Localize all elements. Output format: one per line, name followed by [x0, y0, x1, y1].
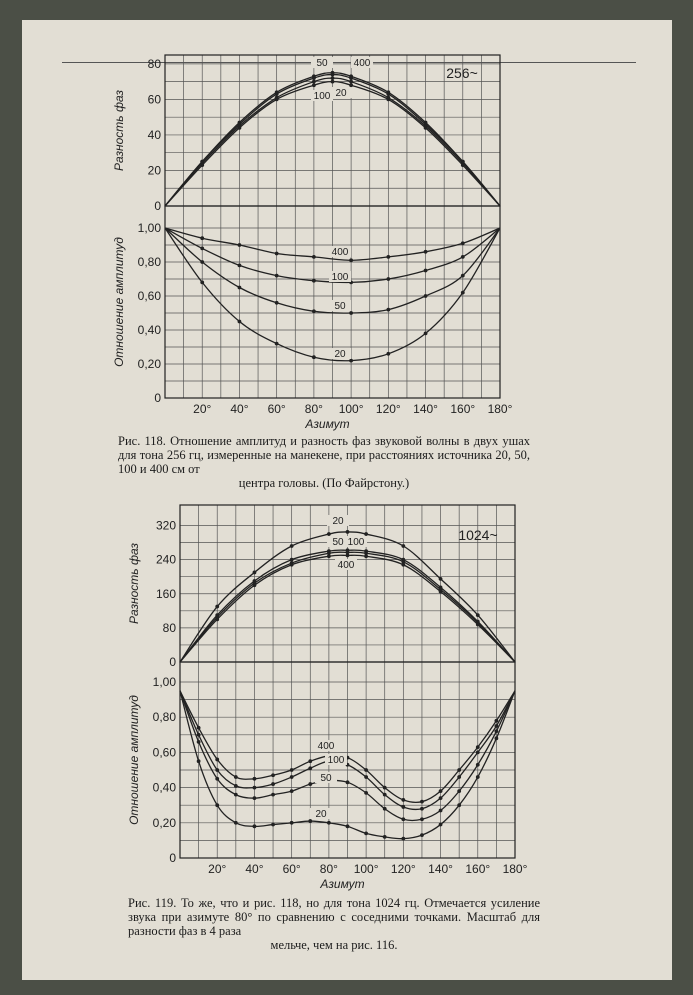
data-point — [401, 798, 405, 802]
y-tick-label: 320 — [155, 518, 176, 533]
x-tick-label: 100° — [353, 862, 379, 876]
data-point — [234, 784, 238, 788]
data-point — [461, 274, 465, 278]
data-point — [346, 530, 350, 534]
data-point — [439, 809, 443, 813]
data-point — [197, 759, 201, 763]
data-point — [364, 791, 368, 795]
data-point — [275, 98, 279, 102]
data-point — [401, 544, 405, 548]
data-point — [234, 793, 238, 797]
data-point — [215, 617, 219, 621]
y-tick-label: 0,80 — [152, 710, 176, 725]
data-point — [383, 807, 387, 811]
y-tick-label: 0,20 — [152, 815, 176, 830]
data-point — [494, 719, 498, 723]
data-point — [200, 247, 204, 251]
data-point — [275, 92, 279, 96]
x-tick-label: 40° — [245, 862, 264, 876]
x-axis-label: Азимут — [305, 417, 350, 431]
data-point — [476, 751, 480, 755]
y-tick-label: 0 — [169, 655, 176, 669]
data-point — [401, 817, 405, 821]
data-point — [424, 269, 428, 273]
series-label-100: 100 — [327, 755, 345, 766]
data-point — [308, 782, 312, 786]
data-point — [494, 736, 498, 740]
data-point — [215, 803, 219, 807]
data-point — [386, 277, 390, 281]
data-point — [290, 775, 294, 779]
data-point — [290, 789, 294, 793]
data-point — [290, 563, 294, 567]
caption-119-text: Рис. 119. То же, что и рис. 118, но для тона 1024 гц. Отмечается усиление звука при азимуте 80° по сравнению с соседними точками. Масштаб для разности фаз в 4 раза — [128, 896, 540, 938]
data-point — [253, 824, 257, 828]
caption-118-last: центра головы. (По Файрстону.) — [238, 476, 410, 490]
series-label-50: 50 — [334, 301, 346, 312]
data-point — [346, 780, 350, 784]
series-label-20: 20 — [334, 349, 346, 360]
data-point — [308, 819, 312, 823]
data-point — [312, 76, 316, 80]
data-point — [494, 729, 498, 733]
x-tick-label: 120° — [375, 402, 401, 416]
data-point — [364, 831, 368, 835]
data-point — [346, 553, 350, 557]
y-tick-label: 1,00 — [152, 675, 176, 689]
x-tick-label: 60° — [267, 402, 286, 416]
data-point — [327, 554, 331, 558]
data-point — [364, 775, 368, 779]
data-point — [290, 768, 294, 772]
x-tick-label: 20° — [208, 862, 227, 876]
data-point — [349, 80, 353, 84]
data-point — [386, 98, 390, 102]
data-point — [253, 786, 257, 790]
data-point — [215, 758, 219, 762]
data-point — [238, 286, 242, 290]
data-point — [308, 766, 312, 770]
data-point — [383, 786, 387, 790]
y-tick-label: 240 — [155, 552, 176, 567]
data-point — [386, 308, 390, 312]
series-label-50: 50 — [316, 58, 328, 69]
data-point — [349, 359, 353, 363]
data-point — [420, 817, 424, 821]
y-axis-label: Разность фаз — [127, 543, 141, 624]
data-point — [420, 807, 424, 811]
data-point — [364, 554, 368, 558]
data-point — [349, 83, 353, 87]
y-tick-label: 0,20 — [137, 357, 161, 371]
data-point — [327, 532, 331, 536]
data-point — [439, 590, 443, 594]
data-point — [457, 789, 461, 793]
data-point — [312, 255, 316, 259]
x-tick-label: 120° — [390, 862, 416, 876]
frequency-label: 1024~ — [458, 527, 498, 543]
data-point — [253, 796, 257, 800]
data-point — [275, 301, 279, 305]
data-point — [457, 775, 461, 779]
x-tick-label: 160° — [450, 402, 476, 416]
data-point — [275, 252, 279, 256]
data-point — [383, 793, 387, 797]
data-point — [312, 279, 316, 283]
data-point — [424, 294, 428, 298]
frequency-label: 256~ — [446, 65, 478, 81]
y-tick-label: 80 — [162, 620, 176, 635]
data-point — [271, 793, 275, 797]
data-point — [439, 796, 443, 800]
data-point — [238, 264, 242, 268]
data-point — [197, 726, 201, 730]
data-point — [271, 773, 275, 777]
y-tick-label: 0,60 — [137, 289, 161, 303]
data-point — [461, 163, 465, 167]
data-point — [312, 80, 316, 84]
data-point — [234, 821, 238, 825]
series-label-50: 50 — [320, 773, 332, 784]
series-label-400: 400 — [353, 58, 371, 69]
data-point — [197, 740, 201, 744]
series-label-20: 20 — [335, 88, 347, 99]
series-label-100: 100 — [347, 537, 365, 548]
series-label-20: 20 — [315, 809, 327, 820]
data-point — [457, 803, 461, 807]
data-point — [308, 759, 312, 763]
data-point — [349, 76, 353, 80]
y-axis-label: Отношение амплитуд — [112, 237, 126, 367]
y-tick-label: 0,40 — [152, 780, 176, 795]
data-point — [234, 775, 238, 779]
data-point — [420, 833, 424, 837]
y-tick-label: 80 — [147, 56, 161, 71]
x-tick-label: 60° — [282, 862, 301, 876]
data-point — [346, 824, 350, 828]
data-point — [200, 260, 204, 264]
data-point — [238, 243, 242, 247]
data-point — [461, 291, 465, 295]
x-axis-label: Азимут — [320, 877, 365, 891]
y-tick-label: 1,00 — [137, 221, 161, 235]
x-tick-label: 80° — [304, 402, 323, 416]
data-point — [439, 577, 443, 581]
data-point — [275, 274, 279, 278]
data-point — [197, 733, 201, 737]
data-point — [200, 236, 204, 240]
caption-fig-118 — [118, 434, 530, 490]
data-point — [290, 544, 294, 548]
data-point — [476, 763, 480, 767]
chart-panel-4 — [180, 662, 515, 858]
data-point — [401, 563, 405, 567]
data-point — [200, 281, 204, 285]
series-label-400: 400 — [337, 560, 355, 571]
data-point — [331, 76, 335, 80]
y-tick-label: 0,60 — [152, 745, 176, 760]
data-point — [424, 126, 428, 130]
data-point — [424, 332, 428, 336]
x-tick-label: 180° — [487, 402, 513, 416]
data-point — [312, 355, 316, 359]
x-tick-label: 160° — [465, 862, 491, 876]
data-point — [215, 777, 219, 781]
data-point — [271, 782, 275, 786]
data-point — [312, 83, 316, 87]
data-point — [271, 823, 275, 827]
data-point — [215, 605, 219, 609]
data-point — [424, 250, 428, 254]
data-point — [290, 821, 294, 825]
caption-fig-119 — [128, 896, 540, 952]
data-point — [386, 352, 390, 356]
y-tick-label: 60 — [147, 92, 161, 107]
data-point — [386, 255, 390, 259]
data-point — [420, 800, 424, 804]
y-axis-label: Отношение амплитуд — [127, 695, 141, 825]
y-tick-label: 0 — [154, 199, 161, 213]
data-point — [401, 837, 405, 841]
data-point — [476, 745, 480, 749]
y-tick-label: 40 — [147, 127, 161, 142]
y-axis-label: Разность фаз — [112, 90, 126, 171]
caption-118-text: Рис. 118. Отношение амплитуд и разность фаз звуковой волны в двух ушах для тона 256 гц, измеренные на манекене, при расстояниях источника 20, 50, 100 и 400 см от — [118, 434, 530, 476]
y-tick-label: 0 — [154, 391, 161, 405]
series-label-100: 100 — [313, 91, 331, 102]
data-point — [331, 73, 335, 77]
data-point — [312, 309, 316, 313]
x-tick-label: 80° — [319, 862, 338, 876]
series-label-20: 20 — [332, 516, 344, 527]
data-point — [215, 768, 219, 772]
x-tick-label: 40° — [230, 402, 249, 416]
series-label-400: 400 — [317, 741, 335, 752]
data-point — [290, 558, 294, 562]
data-point — [476, 775, 480, 779]
series-label-50: 50 — [332, 537, 344, 548]
data-point — [238, 320, 242, 324]
data-point — [476, 613, 480, 617]
data-point — [439, 789, 443, 793]
data-point — [327, 821, 331, 825]
data-point — [331, 80, 335, 84]
y-tick-label: 20 — [147, 163, 161, 178]
data-point — [364, 532, 368, 536]
data-point — [253, 571, 257, 575]
x-tick-label: 140° — [428, 862, 453, 876]
data-point — [439, 823, 443, 827]
data-point — [461, 241, 465, 245]
data-point — [200, 163, 204, 167]
x-tick-label: 100° — [338, 402, 364, 416]
data-point — [476, 623, 480, 627]
x-tick-label: 140° — [413, 402, 438, 416]
data-point — [238, 126, 242, 130]
data-point — [275, 342, 279, 346]
data-point — [253, 583, 257, 587]
series-label-100: 100 — [331, 272, 349, 283]
data-point — [349, 311, 353, 315]
caption-119-last: мельче, чем на рис. 116. — [270, 938, 398, 952]
chart-panel-2 — [165, 206, 500, 398]
data-point — [364, 768, 368, 772]
x-tick-label: 20° — [193, 402, 212, 416]
series-label-400: 400 — [331, 247, 349, 258]
y-tick-label: 160 — [155, 586, 176, 601]
data-point — [401, 805, 405, 809]
data-point — [253, 777, 257, 781]
data-point — [383, 835, 387, 839]
data-point — [457, 768, 461, 772]
data-point — [386, 92, 390, 96]
y-tick-label: 0,40 — [137, 323, 161, 337]
y-tick-label: 0 — [169, 851, 176, 865]
data-point — [461, 255, 465, 259]
data-point — [349, 258, 353, 262]
y-tick-label: 0,80 — [137, 255, 161, 269]
x-tick-label: 180° — [502, 862, 528, 876]
